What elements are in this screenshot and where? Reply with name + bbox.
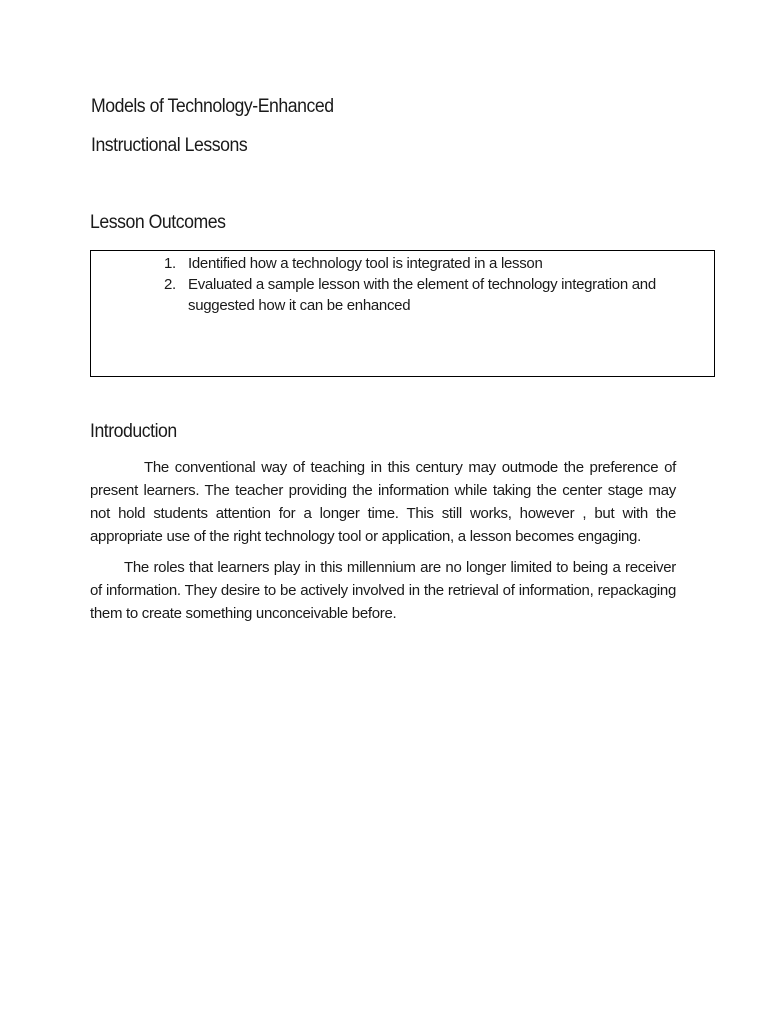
outcome-item	[164, 274, 684, 316]
document-title-line-1: Models of Technology-Enhanced	[91, 96, 334, 117]
introduction-heading: Introduction	[90, 421, 177, 442]
outcome-number: 2.	[164, 276, 176, 293]
introduction-paragraph-2: The roles that learners play in this millennium are no longer limited to being a receiver of information. They desire to be actively involved in the retrieval of information, repackaging them to create something unconceivable before.	[90, 559, 676, 622]
outcome-number: 1.	[164, 255, 176, 272]
outcome-text: Identified how a technology tool is integrated in a lesson	[188, 255, 543, 272]
introduction-paragraph-1: The conventional way of teaching in this century may outmode the preference of present learners. The teacher providing the information while taking the center stage may not hold students attention for a longer time. This still works, however , but with the appropriate use of the right technology tool or application, a lesson becomes engaging.	[90, 459, 676, 545]
document-title-line-2: Instructional Lessons	[91, 135, 248, 156]
lesson-outcomes-heading: Lesson Outcomes	[90, 212, 226, 233]
lesson-outcomes-box	[90, 250, 715, 377]
outcome-item	[164, 253, 684, 274]
lesson-outcomes-list	[164, 253, 684, 316]
outcome-text: Evaluated a sample lesson with the element of technology integration and suggested how it can be enhanced	[188, 276, 656, 314]
